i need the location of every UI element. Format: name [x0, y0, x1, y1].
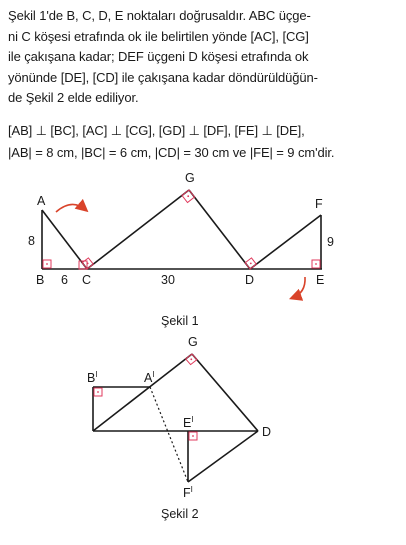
figure-1-caption: Şekil 1: [161, 314, 199, 328]
rotation-arrow-abc: [56, 204, 86, 212]
length-cd: 30: [161, 273, 175, 287]
right-angle-g-marker: [182, 190, 195, 203]
segment-f1d: [188, 431, 258, 482]
label-c: C: [82, 273, 92, 287]
figure-2: [87, 335, 271, 521]
problem-line: ni C köşesi etrafında ok ile belirtilen yönde [AC], [CG]: [8, 28, 309, 44]
rotation-arrow-def: [292, 277, 305, 298]
length-bc: 6: [61, 273, 68, 287]
right-angle-dot: [192, 435, 194, 437]
segment-gd: [192, 354, 258, 431]
segment-cg: [87, 190, 189, 269]
problem-line: de Şekil 2 elde ediliyor.: [8, 90, 139, 105]
length-conditions: |AB| = 8 cm, |BC| = 6 cm, |CD| = 30 cm ve |FE| = 9 cm'dir.: [8, 145, 335, 160]
label-a-prime: $A^I$: [144, 370, 155, 385]
label-g: G: [188, 335, 198, 349]
figure-2-caption: Şekil 2: [161, 507, 199, 521]
segment-cg: [93, 354, 192, 431]
segment-gd: [189, 190, 250, 269]
right-angle-d-marker: [245, 258, 256, 269]
label-b: B: [36, 273, 45, 287]
problem-line: ile çakışana kadar; DEF üçgeni D köşesi etrafında ok: [8, 49, 309, 64]
segment-a1f1-dotted: [150, 387, 188, 482]
perpendicular-conditions: [AB] ⊥ [BC], [AC] ⊥ [CG], [GD] ⊥ [DF], [FE] ⊥ [DE],: [8, 123, 305, 138]
label-g: G: [185, 171, 195, 185]
length-fe: 9: [327, 235, 334, 249]
label-f: F: [315, 197, 323, 211]
label-d: D: [245, 273, 255, 287]
label-e-prime: $E^I$: [183, 415, 194, 430]
label-b-prime: $B^I$: [87, 370, 98, 385]
segment-df: [250, 215, 321, 269]
label-e: E: [316, 273, 325, 287]
right-angle-c-marker: [82, 258, 93, 269]
problem-line: yönünde [DE], [CD] ile çakışana kadar döndürüldüğün-: [8, 69, 318, 85]
length-ab: 8: [28, 234, 35, 248]
figure-1: [28, 171, 334, 328]
problem-line: Şekil 1'de B, C, D, E noktaları doğrusaldır. ABC üçge-: [8, 8, 311, 23]
right-angle-g-marker: [186, 354, 197, 365]
label-f-prime: $F^I$: [183, 485, 193, 500]
label-a: A: [37, 194, 46, 208]
right-angle-dot: [97, 391, 99, 393]
right-angle-dot: [46, 263, 48, 265]
label-d: D: [262, 425, 272, 439]
right-angle-dot: [315, 263, 317, 265]
